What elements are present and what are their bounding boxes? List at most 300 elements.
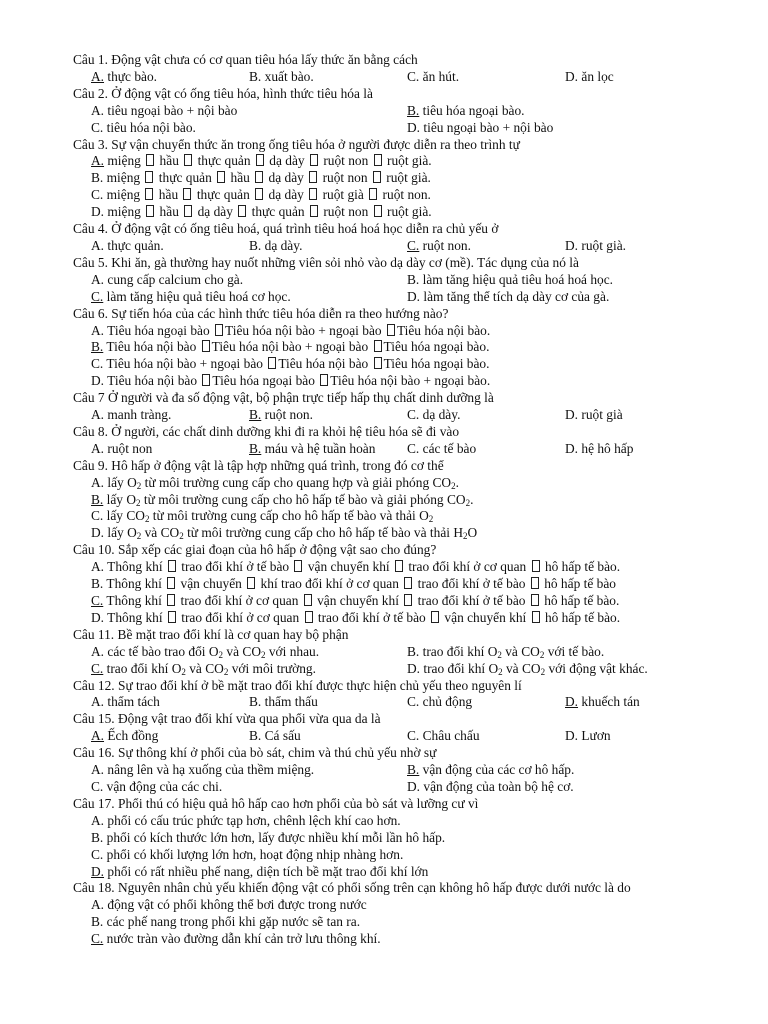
option-letter: B. bbox=[91, 491, 104, 507]
option-text: phổi có cấu trúc phức tạp hơn, chênh lệch khí cao hơn. bbox=[104, 812, 401, 828]
option-text: vận động của các chi. bbox=[103, 778, 223, 794]
arrow-glyph-icon bbox=[309, 188, 317, 200]
option-text: vận động của toàn bộ hệ cơ. bbox=[420, 778, 574, 794]
option-letter: B. bbox=[91, 914, 104, 930]
option-letter: C. bbox=[407, 407, 420, 423]
answer-option bbox=[249, 694, 407, 711]
options-row bbox=[73, 830, 723, 847]
option-letter: A. bbox=[91, 812, 105, 828]
options-row bbox=[73, 644, 723, 661]
arrow-glyph-icon bbox=[309, 171, 317, 183]
answer-option bbox=[407, 661, 723, 678]
option-letter: D. bbox=[91, 609, 105, 625]
arrow-glyph-icon bbox=[146, 154, 154, 166]
arrow-glyph-icon bbox=[532, 611, 540, 623]
option-letter: A. bbox=[91, 102, 105, 118]
arrow-glyph-icon bbox=[145, 188, 153, 200]
arrow-glyph-icon bbox=[387, 324, 395, 336]
answer-option bbox=[407, 694, 565, 711]
option-letter: A. bbox=[91, 762, 105, 778]
arrow-glyph-icon bbox=[395, 560, 403, 572]
option-text: hệ hô hấp bbox=[578, 440, 634, 456]
question-text: Câu 6. Sự tiến hóa của các hình thức tiêu hóa diễn ra theo hướng nào? bbox=[73, 305, 449, 321]
question-block bbox=[73, 711, 723, 745]
answer-option bbox=[565, 441, 723, 458]
arrow-glyph-icon bbox=[373, 171, 381, 183]
answer-option bbox=[407, 69, 565, 86]
options-row bbox=[73, 931, 723, 948]
option-text: xuất bào. bbox=[261, 68, 314, 84]
option-text: Cá sấu bbox=[261, 728, 301, 744]
option-text: ruột già. bbox=[578, 237, 627, 253]
options-row bbox=[73, 204, 723, 221]
arrow-glyph-icon bbox=[255, 171, 263, 183]
option-letter: A. bbox=[91, 153, 105, 169]
arrow-glyph-icon bbox=[531, 577, 539, 589]
option-text: Lươn bbox=[578, 728, 611, 744]
option-text: lấy $CO_2$ từ môi trường cung cấp cho hô hấp tế bào và thải $O_2$ bbox=[103, 508, 434, 525]
option-letter: C. bbox=[91, 119, 104, 135]
options-row bbox=[73, 525, 723, 542]
option-letter: B. bbox=[91, 829, 104, 845]
answer-option bbox=[91, 779, 407, 796]
options-row bbox=[73, 407, 723, 424]
answer-option bbox=[91, 864, 428, 881]
option-text: khuếch tán bbox=[578, 694, 640, 710]
option-letter: D. bbox=[407, 778, 421, 794]
options-row bbox=[73, 762, 723, 779]
option-text: các phế nang trong phổi khi gặp nước sẽ tan ra. bbox=[103, 914, 361, 930]
answer-option bbox=[565, 728, 723, 745]
option-text: Ếch đồng bbox=[104, 728, 159, 744]
option-text: phổi có khối lượng lớn hơn, hoạt động nhịp nhàng hơn. bbox=[103, 846, 404, 862]
option-letter: D. bbox=[565, 440, 579, 456]
arrow-glyph-icon bbox=[532, 560, 540, 572]
option-text: dạ dày. bbox=[419, 407, 461, 423]
option-text: làm tăng thể tích dạ dày cơ của gà. bbox=[420, 288, 610, 304]
options-row bbox=[73, 323, 723, 340]
arrow-glyph-icon bbox=[531, 594, 539, 606]
arrow-glyph-icon bbox=[374, 205, 382, 217]
answer-option bbox=[91, 475, 459, 492]
option-text: ruột non bbox=[104, 440, 153, 456]
option-text: lấy $O_2$ và $CO_2$ từ môi trường cung cấp cho hô hấp tế bào và thải $H_2O$ bbox=[104, 525, 478, 542]
option-text: Thông khí trao đổi khí ở cơ quan vận chuyển khí trao đổi khí ở tế bào hô hấp tế bào. bbox=[103, 593, 620, 608]
question-block bbox=[73, 424, 723, 458]
option-text: Tiêu hóa nội bào Tiêu hóa ngoại bào Tiêu hóa nội bào + ngoại bào. bbox=[104, 373, 491, 389]
answer-option bbox=[91, 238, 249, 255]
options-row bbox=[73, 153, 723, 170]
answer-option bbox=[91, 644, 407, 661]
options-row bbox=[73, 373, 723, 390]
options-row bbox=[73, 728, 723, 745]
options-row bbox=[73, 475, 723, 492]
option-text: tiêu ngoại bào + nội bào bbox=[420, 119, 554, 135]
arrow-glyph-icon bbox=[217, 171, 225, 183]
answer-option bbox=[565, 69, 723, 86]
options-row bbox=[73, 170, 723, 187]
question-text: Câu 1. Động vật chưa có cơ quan tiêu hóa lấy thức ăn bằng cách bbox=[73, 52, 418, 67]
answer-option bbox=[91, 356, 489, 373]
option-letter: B. bbox=[249, 728, 262, 744]
option-letter: B. bbox=[407, 762, 420, 778]
answer-option bbox=[91, 694, 249, 711]
option-text: miệng thực quản hầu dạ dày ruột non ruột già. bbox=[103, 170, 431, 186]
arrow-glyph-icon bbox=[167, 577, 175, 589]
question-text: Câu 11. Bề mặt trao đổi khí là cơ quan hay bộ phận bbox=[73, 626, 349, 642]
options-row bbox=[73, 559, 723, 576]
answer-option bbox=[91, 407, 249, 424]
option-letter: C. bbox=[91, 846, 104, 862]
question-block bbox=[73, 796, 723, 881]
answer-option bbox=[91, 492, 473, 509]
option-letter: B. bbox=[91, 170, 104, 186]
option-letter: B. bbox=[91, 576, 104, 592]
answer-option bbox=[249, 69, 407, 86]
option-text: các tế bào bbox=[419, 440, 477, 456]
options-row bbox=[73, 356, 723, 373]
answer-option bbox=[91, 525, 477, 542]
option-letter: C. bbox=[407, 694, 420, 710]
answer-option bbox=[91, 728, 249, 745]
answer-option bbox=[91, 170, 431, 187]
question-block bbox=[73, 458, 723, 543]
option-text: trao đổi khí $O_2$ và $CO_2$ với động vật khác. bbox=[420, 660, 648, 677]
arrow-glyph-icon bbox=[374, 154, 382, 166]
question-text: Câu 8. Ở người, các chất dinh dưỡng khi đi ra khỏi hệ tiêu hóa sẽ đi vào bbox=[73, 423, 460, 439]
arrow-glyph-icon bbox=[268, 357, 276, 369]
options-row bbox=[73, 187, 723, 204]
answer-option bbox=[91, 272, 407, 289]
arrow-glyph-icon bbox=[374, 357, 382, 369]
answer-option bbox=[91, 187, 431, 204]
option-letter: C. bbox=[407, 237, 420, 253]
answer-option bbox=[407, 272, 723, 289]
options-row bbox=[73, 508, 723, 525]
question-text: Câu 5. Khi ăn, gà thường hay nuốt những viên sỏi nhỏ vào dạ dày cơ (mề). Tác dụng của nó là bbox=[73, 254, 579, 270]
answer-option bbox=[407, 441, 565, 458]
arrow-glyph-icon bbox=[294, 560, 302, 572]
answer-option bbox=[91, 593, 619, 610]
option-text: các tế bào trao đổi $O_2$ và $CO_2$ với nhau. bbox=[104, 643, 320, 660]
question-block bbox=[73, 86, 723, 137]
options-row bbox=[73, 272, 723, 289]
options-row bbox=[73, 289, 723, 306]
answer-option bbox=[91, 830, 445, 847]
arrow-glyph-icon bbox=[184, 205, 192, 217]
answer-option bbox=[91, 813, 401, 830]
arrow-glyph-icon bbox=[404, 577, 412, 589]
arrow-glyph-icon bbox=[238, 205, 246, 217]
option-letter: D. bbox=[565, 407, 579, 423]
option-letter: D. bbox=[565, 694, 579, 710]
options-row bbox=[73, 847, 723, 864]
question-text: Câu 16. Sự thông khí ở phổi của bò sát, chim và thú chủ yếu nhờ sự bbox=[73, 745, 437, 761]
option-letter: C. bbox=[91, 931, 104, 947]
question-block bbox=[73, 52, 723, 86]
answer-option bbox=[407, 407, 565, 424]
option-text: chủ động bbox=[419, 694, 473, 710]
option-letter: C. bbox=[407, 728, 420, 744]
options-row bbox=[73, 69, 723, 86]
question-text: Câu 3. Sự vận chuyển thức ăn trong ống tiêu hóa ở người được diễn ra theo trình tự bbox=[73, 136, 520, 152]
options-row bbox=[73, 914, 723, 931]
option-text: manh tràng. bbox=[104, 407, 172, 423]
answer-option bbox=[249, 407, 407, 424]
option-letter: D. bbox=[91, 204, 105, 220]
option-letter: A. bbox=[91, 694, 105, 710]
arrow-glyph-icon bbox=[145, 171, 153, 183]
option-text: tiêu ngoại bào + nội bào bbox=[104, 102, 238, 118]
answer-option bbox=[407, 728, 565, 745]
answer-option bbox=[407, 289, 723, 306]
option-text: ruột non. bbox=[419, 237, 471, 253]
option-letter: D. bbox=[565, 728, 579, 744]
option-text: tiêu hóa nội bào. bbox=[103, 119, 196, 135]
options-row bbox=[73, 120, 723, 137]
option-letter: A. bbox=[91, 68, 105, 84]
arrow-glyph-icon bbox=[168, 560, 176, 572]
option-text: máu và hệ tuần hoàn bbox=[261, 440, 376, 456]
option-text: vận động của các cơ hô hấp. bbox=[419, 762, 575, 778]
answer-option bbox=[91, 610, 620, 627]
option-letter: B. bbox=[249, 407, 262, 423]
option-letter: C. bbox=[91, 288, 104, 304]
option-letter: A. bbox=[91, 322, 105, 338]
option-letter: A. bbox=[91, 643, 105, 659]
option-text: thẩm tách bbox=[104, 694, 160, 710]
options-row bbox=[73, 661, 723, 678]
option-letter: B. bbox=[249, 440, 262, 456]
question-block bbox=[73, 137, 723, 222]
answer-option bbox=[91, 153, 432, 170]
answer-option bbox=[91, 762, 407, 779]
option-text: Thông khí trao đổi khí ở cơ quan trao đổi khí ở tế bào vận chuyển khí hô hấp tế bào. bbox=[104, 609, 621, 625]
option-letter: D. bbox=[91, 525, 105, 541]
question-text: Câu 12. Sự trao đổi khí ở bề mặt trao đổi khí được thực hiện chủ yếu theo nguyên lí bbox=[73, 677, 522, 693]
option-letter: C. bbox=[91, 778, 104, 794]
arrow-glyph-icon bbox=[256, 154, 264, 166]
option-letter: D. bbox=[407, 119, 421, 135]
arrow-glyph-icon bbox=[304, 594, 312, 606]
option-text: ăn lọc bbox=[578, 68, 614, 84]
answer-option bbox=[91, 441, 249, 458]
options-row bbox=[73, 441, 723, 458]
answer-option bbox=[91, 339, 489, 356]
arrow-glyph-icon bbox=[215, 324, 223, 336]
options-row bbox=[73, 238, 723, 255]
option-letter: A. bbox=[91, 237, 105, 253]
option-letter: A. bbox=[91, 728, 105, 744]
options-row bbox=[73, 492, 723, 509]
question-text: Câu 9. Hô hấp ở động vật là tập hợp những quá trình, trong đó cơ thể bbox=[73, 457, 444, 473]
arrow-glyph-icon bbox=[202, 340, 210, 352]
option-letter: D. bbox=[565, 68, 579, 84]
option-letter: C. bbox=[407, 68, 420, 84]
options-row bbox=[73, 694, 723, 711]
options-row bbox=[73, 897, 723, 914]
option-text: lấy $O_2$ từ môi trường cung cấp cho quang hợp và giải phóng $CO_2$. bbox=[104, 474, 459, 491]
answer-option bbox=[91, 204, 432, 221]
arrow-glyph-icon bbox=[374, 340, 382, 352]
option-text: lấy $O_2$ từ môi trường cung cấp cho hô hấp tế bào và giải phóng $CO_2$. bbox=[103, 491, 474, 508]
question-block bbox=[73, 627, 723, 678]
option-text: ruột già bbox=[578, 407, 623, 423]
option-text: ruột non. bbox=[261, 407, 313, 423]
arrow-glyph-icon bbox=[167, 594, 175, 606]
question-block bbox=[73, 678, 723, 712]
arrow-glyph-icon bbox=[184, 154, 192, 166]
question-block bbox=[73, 745, 723, 796]
question-text: Câu 7 Ở người và đa số động vật, bộ phận trực tiếp hấp thụ chất dinh dưỡng là bbox=[73, 390, 494, 406]
option-text: phổi có kích thước lớn hơn, lấy được nhiều khí mỗi lần hô hấp. bbox=[103, 829, 446, 845]
question-block bbox=[73, 255, 723, 306]
answer-option bbox=[91, 103, 407, 120]
option-letter: A. bbox=[91, 559, 105, 575]
arrow-glyph-icon bbox=[431, 611, 439, 623]
answer-option bbox=[407, 644, 723, 661]
option-letter: B. bbox=[407, 643, 420, 659]
arrow-glyph-icon bbox=[320, 374, 328, 386]
option-letter: D. bbox=[91, 373, 105, 389]
option-letter: C. bbox=[91, 356, 104, 372]
question-text: Câu 4. Ở động vật có ống tiêu hoá, quá trình tiêu hoá hoá học diễn ra chủ yếu ở bbox=[73, 221, 499, 237]
arrow-glyph-icon bbox=[404, 594, 412, 606]
option-text: cung cấp calcium cho gà. bbox=[104, 271, 244, 287]
option-text: trao đổi khí $O_2$ và $CO_2$ với môi trường. bbox=[103, 660, 316, 677]
option-letter: B. bbox=[249, 68, 262, 84]
answer-option bbox=[249, 728, 407, 745]
answer-option bbox=[91, 661, 407, 678]
option-text: trao đổi khí $O_2$ và $CO_2$ với tế bào. bbox=[419, 643, 605, 660]
question-text: Câu 18. Nguyên nhân chủ yếu khiến động vật có phổi sống trên cạn không hô hấp được dưới nước là do bbox=[73, 880, 631, 896]
answer-option bbox=[91, 576, 616, 593]
answer-option bbox=[565, 407, 723, 424]
arrow-glyph-icon bbox=[202, 374, 210, 386]
option-letter: D. bbox=[407, 660, 421, 676]
option-text: ăn hút. bbox=[419, 68, 460, 84]
option-text: Châu chấu bbox=[419, 728, 480, 744]
arrow-glyph-icon bbox=[310, 205, 318, 217]
answer-option bbox=[91, 373, 490, 390]
question-block bbox=[73, 880, 723, 948]
option-letter: C. bbox=[91, 508, 104, 524]
option-letter: B. bbox=[249, 694, 262, 710]
option-letter: C. bbox=[91, 593, 104, 608]
answer-option bbox=[91, 897, 367, 914]
option-text: làm tăng hiệu quả tiêu hoá cơ học. bbox=[103, 288, 291, 304]
option-text: dạ dày. bbox=[261, 237, 303, 253]
options-row bbox=[73, 576, 723, 593]
answer-option bbox=[91, 914, 360, 931]
option-text: tiêu hóa ngoại bào. bbox=[419, 102, 525, 118]
arrow-glyph-icon bbox=[310, 154, 318, 166]
option-letter: D. bbox=[91, 863, 105, 879]
options-row bbox=[73, 103, 723, 120]
arrow-glyph-icon bbox=[168, 611, 176, 623]
arrow-glyph-icon bbox=[255, 188, 263, 200]
option-text: Tiêu hóa nội bào + ngoại bào Tiêu hóa nội bào Tiêu hóa ngoại bào. bbox=[103, 356, 490, 372]
option-letter: A. bbox=[91, 440, 105, 456]
option-text: Thông khí trao đổi khí ở tế bào vận chuyển khí trao đổi khí ở cơ quan hô hấp tế bào. bbox=[104, 559, 621, 575]
option-text: Thông khí vận chuyển khí trao đổi khí ở cơ quan trao đổi khí ở tế bào hô hấp tế bào bbox=[103, 576, 616, 592]
answer-option bbox=[91, 931, 381, 948]
answer-option bbox=[91, 323, 490, 340]
option-letter: A. bbox=[91, 271, 105, 287]
option-text: động vật có phổi không thể bơi được trong nước bbox=[104, 897, 367, 913]
option-text: thực bào. bbox=[104, 68, 158, 84]
answer-option bbox=[91, 559, 620, 576]
option-text: nâng lên và hạ xuống của thềm miệng. bbox=[104, 762, 315, 778]
option-text: nước tràn vào đường dẫn khí cản trở lưu thông khí. bbox=[103, 931, 381, 947]
option-letter: D. bbox=[565, 237, 579, 253]
answer-option bbox=[91, 120, 407, 137]
option-letter: C. bbox=[91, 660, 104, 676]
arrow-glyph-icon bbox=[146, 205, 154, 217]
question-block bbox=[73, 221, 723, 255]
option-letter: B. bbox=[407, 102, 420, 118]
answer-option bbox=[565, 694, 723, 711]
answer-option bbox=[407, 103, 723, 120]
arrow-glyph-icon bbox=[369, 188, 377, 200]
option-letter: C. bbox=[407, 440, 420, 456]
arrow-glyph-icon bbox=[183, 188, 191, 200]
option-letter: B. bbox=[91, 339, 104, 355]
answer-option bbox=[91, 69, 249, 86]
answer-option bbox=[565, 238, 723, 255]
answer-option bbox=[249, 441, 407, 458]
option-text: miệng hầu thực quản dạ dày ruột non ruột già. bbox=[104, 153, 432, 169]
option-letter: A. bbox=[91, 897, 105, 913]
option-letter: B. bbox=[249, 237, 262, 253]
answer-option bbox=[407, 238, 565, 255]
option-letter: B. bbox=[407, 271, 420, 287]
question-text: Câu 15. Động vật trao đổi khí vừa qua phổi vừa qua da là bbox=[73, 711, 381, 727]
option-text: Tiêu hóa ngoại bào Tiêu hóa nội bào + ngoại bào Tiêu hóa nội bào. bbox=[104, 322, 491, 338]
answer-option bbox=[407, 120, 723, 137]
options-row bbox=[73, 779, 723, 796]
answer-option bbox=[407, 762, 723, 779]
options-row bbox=[73, 593, 723, 610]
option-text: làm tăng hiệu quả tiêu hoá hoá học. bbox=[419, 271, 614, 287]
option-letter: A. bbox=[91, 474, 105, 490]
options-row bbox=[73, 610, 723, 627]
question-text: Câu 2. Ở động vật có ống tiêu hóa, hình thức tiêu hóa là bbox=[73, 85, 373, 101]
question-block bbox=[73, 390, 723, 424]
option-letter: D. bbox=[407, 288, 421, 304]
arrow-glyph-icon bbox=[247, 577, 255, 589]
option-text: miệng hầu dạ dày thực quản ruột non ruột già. bbox=[104, 204, 432, 220]
answer-option bbox=[91, 508, 433, 525]
exam-page bbox=[73, 52, 723, 948]
options-row bbox=[73, 813, 723, 830]
option-letter: C. bbox=[91, 187, 104, 203]
option-letter: A. bbox=[91, 407, 105, 423]
options-row bbox=[73, 864, 723, 881]
arrow-glyph-icon bbox=[305, 611, 313, 623]
answer-option bbox=[249, 238, 407, 255]
options-row bbox=[73, 339, 723, 356]
question-block bbox=[73, 542, 723, 627]
option-text: Tiêu hóa nội bào Tiêu hóa nội bào + ngoại bào Tiêu hóa ngoại bào. bbox=[103, 339, 490, 355]
question-text: Câu 10. Sắp xếp các giai đoạn của hô hấp ở động vật sao cho đúng? bbox=[73, 542, 437, 558]
option-text: thẩm thấu bbox=[261, 694, 318, 710]
question-block bbox=[73, 306, 723, 391]
option-text: phổi có rất nhiều phế nang, diện tích bề mặt trao đổi khí lớn bbox=[104, 863, 429, 879]
answer-option bbox=[407, 779, 723, 796]
option-text: miệng hầu thực quản dạ dày ruột già ruột non. bbox=[103, 187, 431, 203]
question-text: Câu 17. Phổi thú có hiệu quả hô hấp cao hơn phổi của bò sát và lưỡng cư vì bbox=[73, 795, 479, 811]
